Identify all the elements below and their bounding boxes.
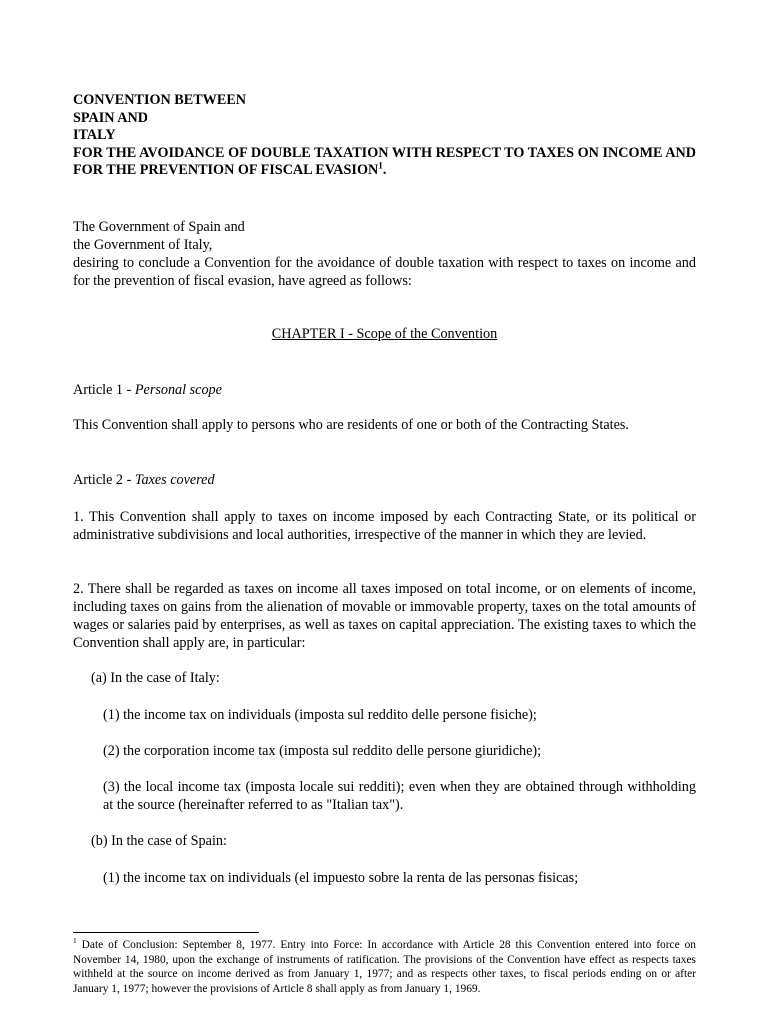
preamble-paragraph: desiring to conclude a Convention for the avoidance of double taxation with respect to taxes on income and for the prevention of fiscal evasion, have agreed as follows: bbox=[73, 255, 696, 289]
article-2-number: Article 2 - bbox=[73, 472, 135, 488]
footnote-separator bbox=[73, 932, 259, 933]
article-2-paragraph-1: 1. This Convention shall apply to taxes on income imposed by each Contracting State, or its political or administrative subdivisions and local authorities, irrespective of the manner in which they are levied. bbox=[73, 509, 696, 543]
title-line: CONVENTION BETWEEN bbox=[73, 92, 247, 108]
italy-item-2: (2) the corporation income tax (imposta sul reddito delle persone giuridiche); bbox=[103, 743, 542, 759]
article-1-title: Personal scope bbox=[134, 382, 222, 398]
title-line: ITALY bbox=[73, 127, 116, 143]
italy-item-3: (3) the local income tax (imposta locale sui redditi); even when they are obtained through withholding at the source (hereinafter referred to as "Italian tax"). bbox=[103, 779, 696, 813]
footnote-text: Date of Conclusion: September 8, 1977. Entry into Force: In accordance with Article 28 this Convention entered into force on November 14, 1980, upon the exchange of instruments of ratification. The provisions of the Convention have effect as respects taxes withheld at the source on income derived as from January 1, 1977; and as respects other taxes, to fiscal periods ending on or after January 1, 1977; however the provisions of Article 8 shall apply as from January 1, 1969. bbox=[73, 939, 696, 995]
footnote-reference[interactable]: 1 bbox=[378, 160, 383, 171]
footnote bbox=[73, 938, 696, 996]
article-2-paragraph-2: 2. There shall be regarded as taxes on income all taxes imposed on total income, or on elements of income, including taxes on gains from the alienation of movable or immovable property, taxes on the total amounts of wages or salaries paid by enterprises, as well as taxes on capital appreciation. The existing taxes to which the Convention shall apply are, in particular: bbox=[73, 581, 696, 651]
preamble-line: the Government of Italy, bbox=[73, 237, 213, 253]
preamble-line: The Government of Spain and bbox=[73, 219, 245, 235]
spain-heading: (b) In the case of Spain: bbox=[91, 833, 227, 849]
title-line: SPAIN AND bbox=[73, 109, 149, 126]
italy-heading: (a) In the case of Italy: bbox=[91, 670, 220, 686]
article-1-text: This Convention shall apply to persons who are residents of one or both of the Contracting States. bbox=[73, 417, 629, 433]
title-subject-text: FOR THE AVOIDANCE OF DOUBLE TAXATION WITH RESPECT TO TAXES ON INCOME AND FOR THE PREVENTION OF FISCAL EVASION bbox=[73, 144, 696, 178]
article-2-heading bbox=[73, 471, 696, 489]
title-subject bbox=[73, 145, 696, 180]
spain-item-1: (1) the income tax on individuals (el impuesto sobre la renta de las personas fisicas; bbox=[103, 870, 579, 886]
article-2-title: Taxes covered bbox=[134, 472, 215, 488]
article-1-heading bbox=[73, 381, 696, 399]
italy-item-1: (1) the income tax on individuals (imposta sul reddito delle persone fisiche); bbox=[103, 707, 537, 723]
title-period: . bbox=[382, 162, 387, 178]
document-title bbox=[73, 92, 696, 180]
footnote-marker: 1 bbox=[73, 936, 77, 946]
chapter-heading: CHAPTER I - Scope of the Convention bbox=[271, 326, 498, 342]
article-1-number: Article 1 - bbox=[73, 382, 135, 398]
preamble bbox=[73, 218, 696, 290]
